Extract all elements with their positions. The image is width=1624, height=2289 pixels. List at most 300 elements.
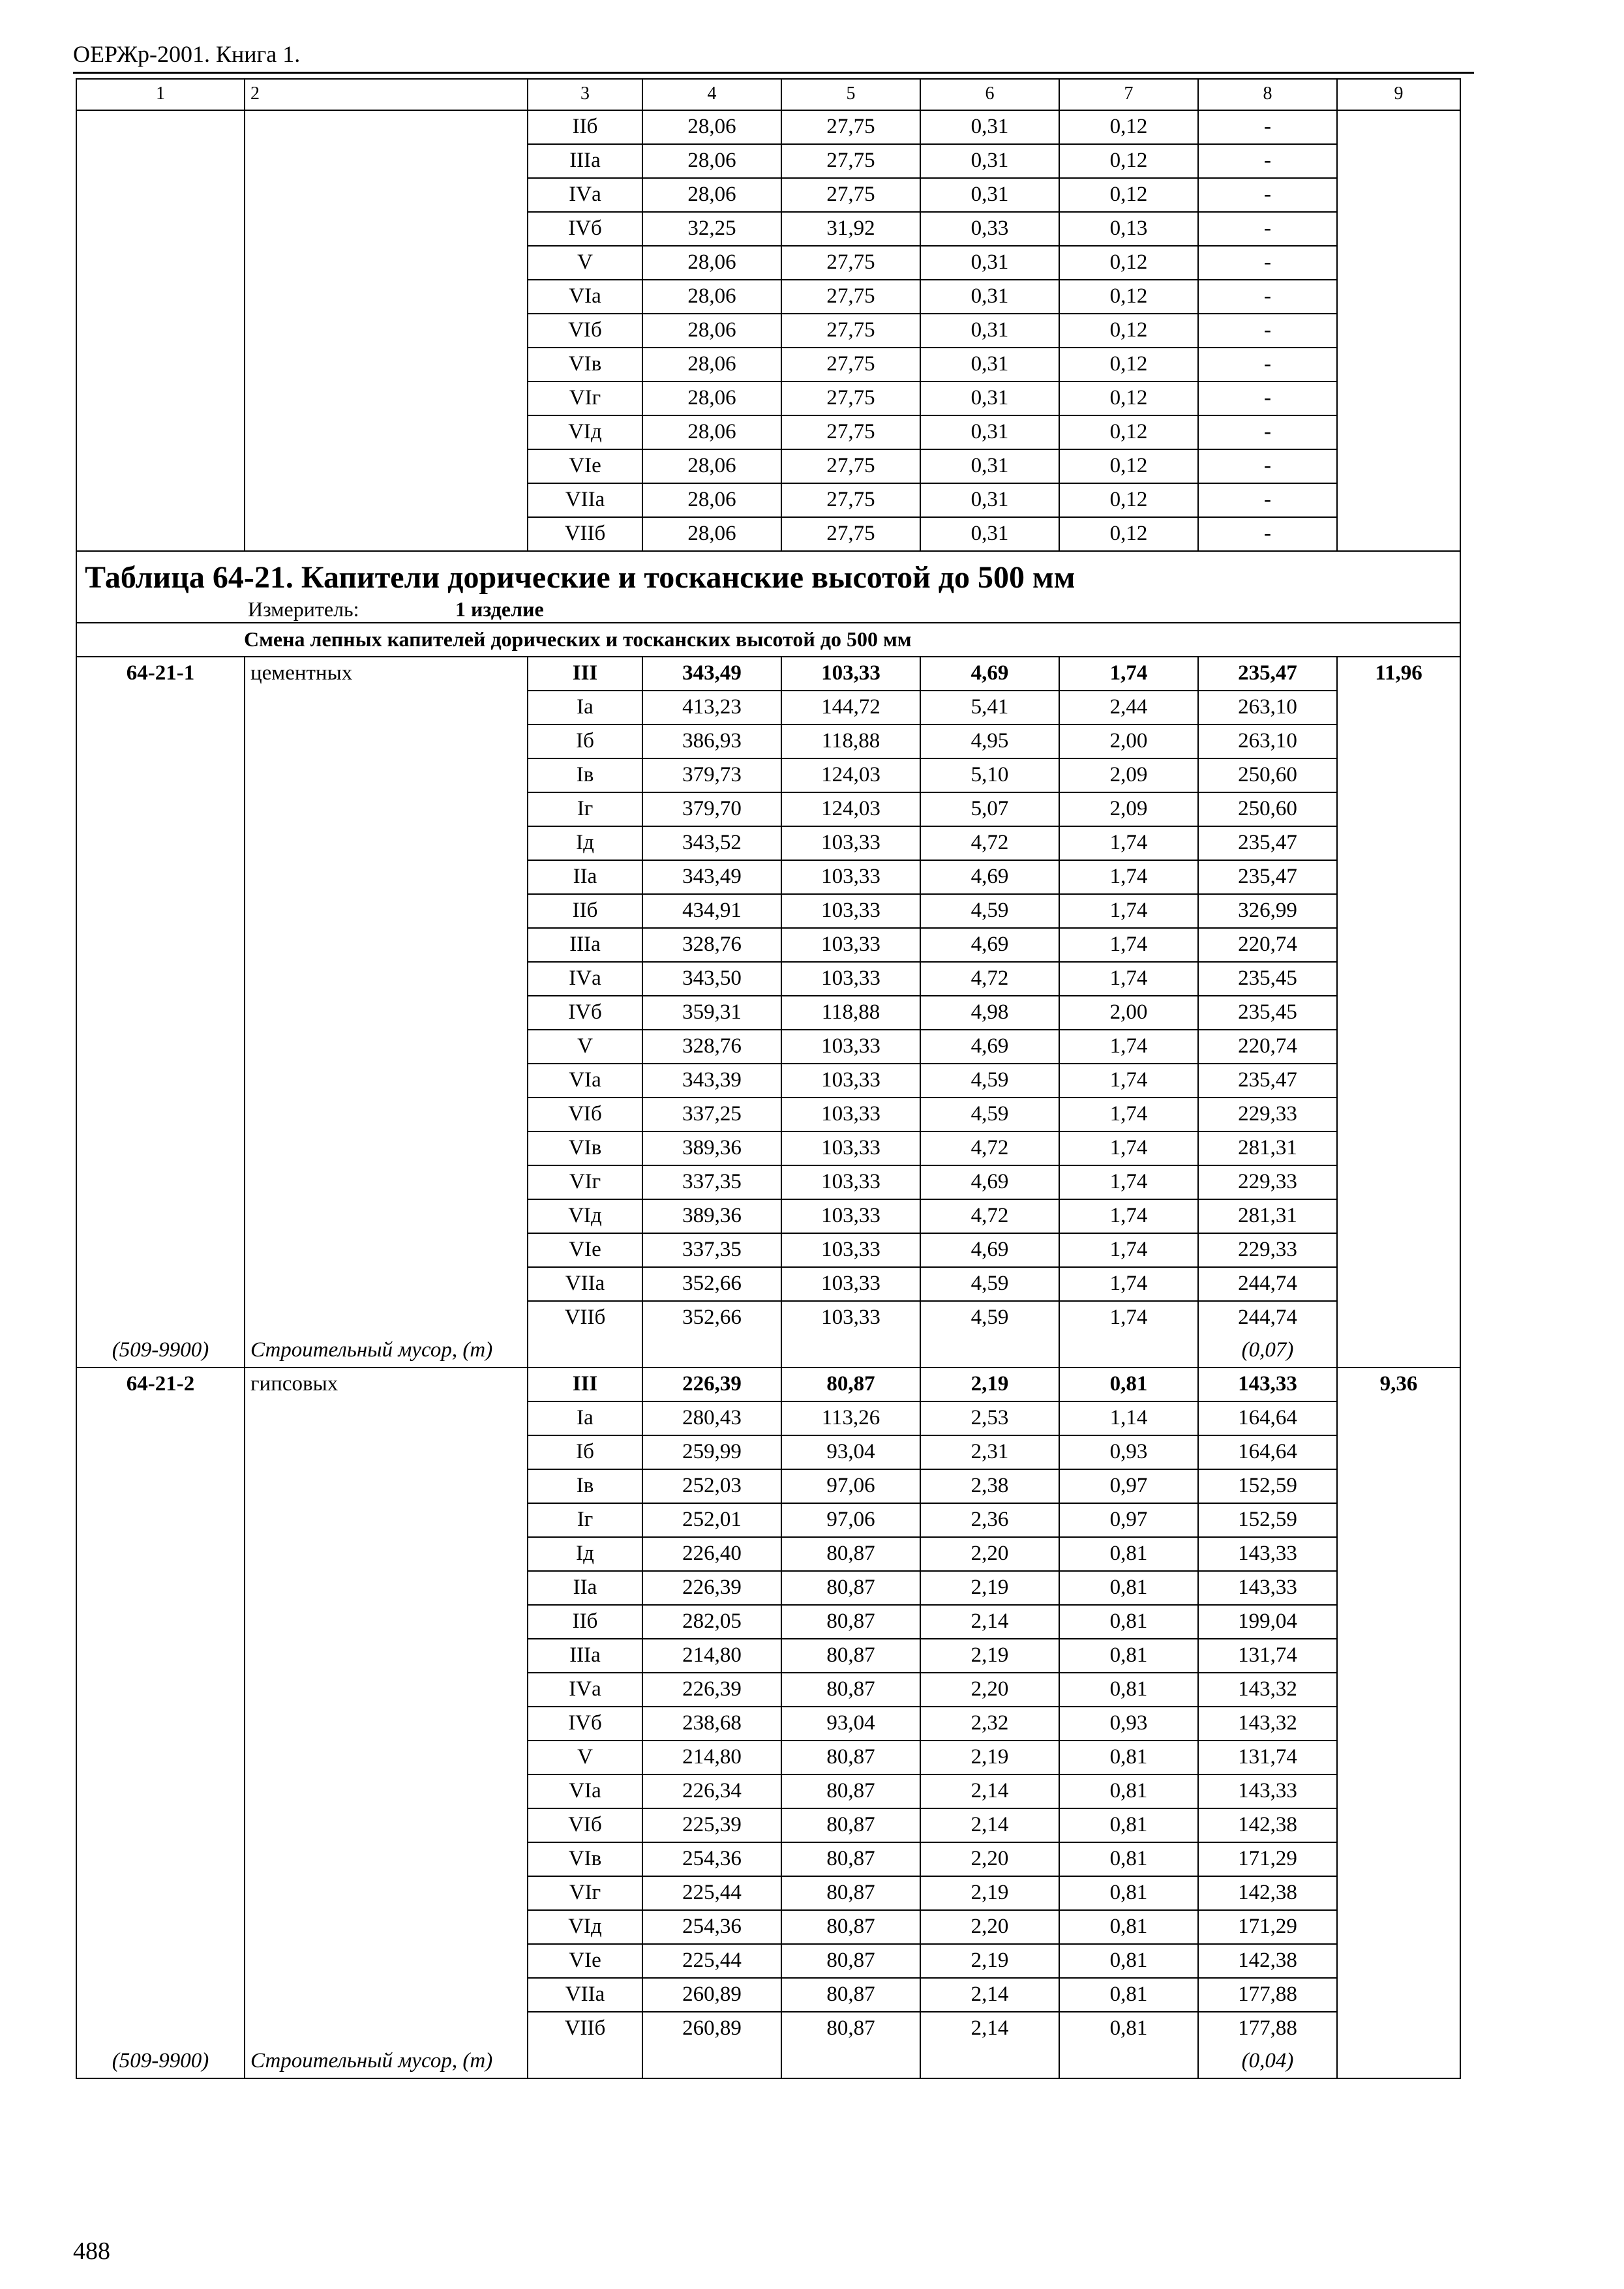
zone-cell: IVа <box>528 178 642 212</box>
code-cell <box>76 1301 245 1334</box>
value-cell: 80,87 <box>781 1842 920 1876</box>
value-cell: 124,03 <box>781 792 920 826</box>
value-cell: 4,69 <box>920 860 1059 894</box>
zone-cell: VIв <box>528 1842 642 1876</box>
table-row <box>76 1978 1460 2012</box>
value-cell: 171,29 <box>1198 1910 1337 1944</box>
value-cell: 4,59 <box>920 1301 1059 1334</box>
value-cell: 1,74 <box>1059 1267 1198 1301</box>
name-cell <box>245 1030 528 1064</box>
zone-cell: IIIа <box>528 1639 642 1673</box>
labor-cell <box>1337 1707 1460 1741</box>
zone-cell: VIг <box>528 1876 642 1910</box>
value-cell: 103,33 <box>781 1165 920 1199</box>
code-cell: 64-21-2 <box>76 1368 245 1401</box>
value-cell: 244,74 <box>1198 1267 1337 1301</box>
code-cell <box>76 415 245 449</box>
empty-cell <box>1059 2045 1198 2078</box>
name-cell <box>245 212 528 246</box>
table-row <box>76 1910 1460 1944</box>
value-cell: 0,81 <box>1059 1741 1198 1774</box>
value-cell: 97,06 <box>781 1469 920 1503</box>
name-cell <box>245 1469 528 1503</box>
continuation-row <box>76 348 1460 382</box>
column-number-row <box>76 79 1460 110</box>
zone-cell: VIIа <box>528 1267 642 1301</box>
name-cell <box>245 178 528 212</box>
value-cell: 1,74 <box>1059 860 1198 894</box>
labor-cell <box>1337 758 1460 792</box>
name-cell: гипсовых <box>245 1368 528 1401</box>
zone-cell: VIе <box>528 449 642 483</box>
value-cell: 2,19 <box>920 1571 1059 1605</box>
zone-cell: Iд <box>528 1537 642 1571</box>
table-row <box>76 1469 1460 1503</box>
name-cell <box>245 1098 528 1131</box>
value-cell: 0,81 <box>1059 1605 1198 1639</box>
code-cell <box>76 996 245 1030</box>
table-row <box>76 725 1460 758</box>
value-cell: 0,12 <box>1059 246 1198 280</box>
value-cell: 80,87 <box>781 1978 920 2012</box>
value-cell: 260,89 <box>642 2012 781 2045</box>
value-cell: 0,31 <box>920 144 1059 178</box>
labor-cell <box>1337 144 1460 178</box>
value-cell: 2,19 <box>920 1944 1059 1978</box>
value-cell: 144,72 <box>781 691 920 725</box>
labor-cell <box>1337 382 1460 415</box>
table-row <box>76 1098 1460 1131</box>
column-number: 2 <box>245 79 528 110</box>
zone-cell: VIб <box>528 1808 642 1842</box>
zone-cell: VIв <box>528 348 642 382</box>
code-cell <box>76 1435 245 1469</box>
value-cell: 4,69 <box>920 657 1059 691</box>
zone-cell: IVа <box>528 1673 642 1707</box>
unit-line <box>80 596 1457 622</box>
value-cell: 32,25 <box>642 212 781 246</box>
value-cell: 0,97 <box>1059 1469 1198 1503</box>
name-cell <box>245 1435 528 1469</box>
value-cell: 0,31 <box>920 483 1059 517</box>
labor-cell <box>1337 1978 1460 2012</box>
zone-cell: VIд <box>528 1910 642 1944</box>
value-cell: 27,75 <box>781 449 920 483</box>
value-cell: 1,74 <box>1059 1030 1198 1064</box>
table-row <box>76 1842 1460 1876</box>
table-row <box>76 2012 1460 2045</box>
labor-cell <box>1337 691 1460 725</box>
labor-cell <box>1337 483 1460 517</box>
labor-cell <box>1337 1605 1460 1639</box>
code-cell <box>76 483 245 517</box>
value-cell: 214,80 <box>642 1639 781 1673</box>
labor-cell <box>1337 1301 1460 1334</box>
labor-cell <box>1337 1910 1460 1944</box>
value-cell: 80,87 <box>781 1537 920 1571</box>
value-cell: 2,14 <box>920 1605 1059 1639</box>
value-cell: 352,66 <box>642 1301 781 1334</box>
value-cell: 226,40 <box>642 1537 781 1571</box>
value-cell: 1,14 <box>1059 1401 1198 1435</box>
trash-code: (509-9900) <box>76 1334 245 1368</box>
value-cell: 4,72 <box>920 1131 1059 1165</box>
value-cell: 103,33 <box>781 1064 920 1098</box>
labor-cell <box>1337 894 1460 928</box>
value-cell: 27,75 <box>781 178 920 212</box>
value-cell: 4,59 <box>920 1064 1059 1098</box>
value-cell: 252,03 <box>642 1469 781 1503</box>
zone-cell: V <box>528 246 642 280</box>
value-cell: 80,87 <box>781 1876 920 1910</box>
name-cell <box>245 1537 528 1571</box>
zone-cell: Iг <box>528 792 642 826</box>
name-cell <box>245 348 528 382</box>
name-cell <box>245 792 528 826</box>
value-cell: 103,33 <box>781 894 920 928</box>
value-cell: 235,45 <box>1198 996 1337 1030</box>
value-cell: 1,74 <box>1059 1131 1198 1165</box>
table-row <box>76 1571 1460 1605</box>
labor-cell <box>1337 792 1460 826</box>
name-cell <box>245 110 528 144</box>
value-cell: 177,88 <box>1198 1978 1337 2012</box>
labor-cell <box>1337 2012 1460 2045</box>
value-cell: 142,38 <box>1198 1808 1337 1842</box>
value-cell: 0,81 <box>1059 1571 1198 1605</box>
value-cell: 0,31 <box>920 415 1059 449</box>
value-cell: - <box>1198 517 1337 551</box>
value-cell: 143,33 <box>1198 1774 1337 1808</box>
column-number: 8 <box>1198 79 1337 110</box>
table-row <box>76 1605 1460 1639</box>
value-cell: 0,31 <box>920 178 1059 212</box>
trash-row <box>76 1334 1460 1368</box>
value-cell: 4,72 <box>920 826 1059 860</box>
value-cell: 103,33 <box>781 928 920 962</box>
zone-cell: V <box>528 1030 642 1064</box>
code-cell <box>76 1741 245 1774</box>
name-cell <box>245 1233 528 1267</box>
value-cell: 5,07 <box>920 792 1059 826</box>
code-cell <box>76 280 245 314</box>
name-cell <box>245 1165 528 1199</box>
value-cell: 2,19 <box>920 1876 1059 1910</box>
labor-cell <box>1337 1944 1460 1978</box>
value-cell: 263,10 <box>1198 725 1337 758</box>
code-cell <box>76 1064 245 1098</box>
value-cell: 260,89 <box>642 1978 781 2012</box>
continuation-row <box>76 280 1460 314</box>
value-cell: 0,81 <box>1059 1774 1198 1808</box>
zone-cell: IVа <box>528 962 642 996</box>
code-cell <box>76 449 245 483</box>
value-cell: 226,39 <box>642 1673 781 1707</box>
name-cell <box>245 1639 528 1673</box>
value-cell: 280,43 <box>642 1401 781 1435</box>
table-row <box>76 1401 1460 1435</box>
trash-code: (509-9900) <box>76 2045 245 2078</box>
value-cell: 225,39 <box>642 1808 781 1842</box>
code-cell <box>76 212 245 246</box>
value-cell: 80,87 <box>781 1944 920 1978</box>
value-cell: 2,38 <box>920 1469 1059 1503</box>
trash-value: (0,04) <box>1198 2045 1337 2078</box>
value-cell: 2,31 <box>920 1435 1059 1469</box>
value-cell: 28,06 <box>642 382 781 415</box>
value-cell: 2,20 <box>920 1537 1059 1571</box>
value-cell: 118,88 <box>781 996 920 1030</box>
value-cell: - <box>1198 348 1337 382</box>
value-cell: 27,75 <box>781 246 920 280</box>
value-cell: 103,33 <box>781 1030 920 1064</box>
column-number: 6 <box>920 79 1059 110</box>
value-cell: 80,87 <box>781 1605 920 1639</box>
zone-cell: VIIб <box>528 1301 642 1334</box>
value-cell: 328,76 <box>642 1030 781 1064</box>
value-cell: 143,33 <box>1198 1537 1337 1571</box>
code-cell <box>76 1469 245 1503</box>
zone-cell: Iв <box>528 1469 642 1503</box>
value-cell: 164,64 <box>1198 1401 1337 1435</box>
table-row <box>76 1030 1460 1064</box>
column-number: 1 <box>76 79 245 110</box>
value-cell: 199,04 <box>1198 1605 1337 1639</box>
trash-row <box>76 2045 1460 2078</box>
value-cell: 5,41 <box>920 691 1059 725</box>
section-cell <box>76 623 1460 657</box>
table-title-cell <box>76 551 1460 623</box>
value-cell: 413,23 <box>642 691 781 725</box>
header-rule <box>73 72 1474 74</box>
value-cell: 2,20 <box>920 1910 1059 1944</box>
value-cell: 343,49 <box>642 860 781 894</box>
value-cell: 2,20 <box>920 1842 1059 1876</box>
value-cell: 80,87 <box>781 1639 920 1673</box>
code-cell <box>76 1842 245 1876</box>
name-cell <box>245 144 528 178</box>
value-cell: 80,87 <box>781 2012 920 2045</box>
value-cell: 1,74 <box>1059 894 1198 928</box>
code-cell <box>76 144 245 178</box>
value-cell: 80,87 <box>781 1741 920 1774</box>
value-cell: 103,33 <box>781 1098 920 1131</box>
code-cell <box>76 691 245 725</box>
code-cell <box>76 1978 245 2012</box>
value-cell: 0,31 <box>920 246 1059 280</box>
value-cell: 80,87 <box>781 1673 920 1707</box>
labor-cell <box>1337 1741 1460 1774</box>
empty-cell <box>528 2045 642 2078</box>
value-cell: 103,33 <box>781 962 920 996</box>
name-cell <box>245 1808 528 1842</box>
code-cell <box>76 1707 245 1741</box>
value-cell: 0,12 <box>1059 483 1198 517</box>
code-cell <box>76 178 245 212</box>
value-cell: - <box>1198 246 1337 280</box>
value-cell: 27,75 <box>781 517 920 551</box>
code-cell <box>76 1774 245 1808</box>
document-header: ОЕРЖр-2001. Книга 1. <box>73 41 301 67</box>
zone-cell: VIа <box>528 1064 642 1098</box>
continuation-row <box>76 246 1460 280</box>
labor-cell <box>1337 348 1460 382</box>
code-cell <box>76 1673 245 1707</box>
name-cell <box>245 758 528 792</box>
zone-cell: VIе <box>528 1944 642 1978</box>
continuation-row <box>76 449 1460 483</box>
zone-cell: Iг <box>528 1503 642 1537</box>
value-cell: 235,47 <box>1198 657 1337 691</box>
price-table <box>76 78 1461 2079</box>
name-cell <box>245 1571 528 1605</box>
value-cell: - <box>1198 280 1337 314</box>
value-cell: 142,38 <box>1198 1876 1337 1910</box>
labor-cell <box>1337 725 1460 758</box>
value-cell: 28,06 <box>642 178 781 212</box>
value-cell: 28,06 <box>642 314 781 348</box>
name-cell <box>245 894 528 928</box>
code-cell <box>76 314 245 348</box>
name-cell <box>245 1401 528 1435</box>
value-cell: 103,33 <box>781 1233 920 1267</box>
name-cell <box>245 996 528 1030</box>
zone-cell: VIв <box>528 1131 642 1165</box>
table-row <box>76 657 1460 691</box>
value-cell: 1,74 <box>1059 1064 1198 1098</box>
value-cell: 0,81 <box>1059 1876 1198 1910</box>
value-cell: 28,06 <box>642 483 781 517</box>
value-cell: 1,74 <box>1059 962 1198 996</box>
value-cell: 0,12 <box>1059 517 1198 551</box>
zone-cell: IIб <box>528 110 642 144</box>
empty-cell <box>781 2045 920 2078</box>
name-cell <box>245 1267 528 1301</box>
value-cell: 2,44 <box>1059 691 1198 725</box>
column-number: 7 <box>1059 79 1198 110</box>
value-cell: 2,00 <box>1059 996 1198 1030</box>
value-cell: 80,87 <box>781 1571 920 1605</box>
zone-cell: IIа <box>528 1571 642 1605</box>
value-cell: 244,74 <box>1198 1301 1337 1334</box>
labor-cell <box>1337 1267 1460 1301</box>
value-cell: 379,73 <box>642 758 781 792</box>
value-cell: 235,47 <box>1198 860 1337 894</box>
labor-cell <box>1337 1199 1460 1233</box>
labor-cell <box>1337 1064 1460 1098</box>
value-cell: 4,69 <box>920 1233 1059 1267</box>
value-cell: 0,31 <box>920 449 1059 483</box>
name-cell <box>245 725 528 758</box>
value-cell: 142,38 <box>1198 1944 1337 1978</box>
labor-cell <box>1337 2045 1460 2078</box>
value-cell: 229,33 <box>1198 1098 1337 1131</box>
code-cell <box>76 894 245 928</box>
value-cell: 389,36 <box>642 1131 781 1165</box>
value-cell: 28,06 <box>642 144 781 178</box>
code-cell <box>76 1876 245 1910</box>
value-cell: 80,87 <box>781 1808 920 1842</box>
name-cell <box>245 1301 528 1334</box>
value-cell: 0,13 <box>1059 212 1198 246</box>
code-cell <box>76 792 245 826</box>
name-cell <box>245 1741 528 1774</box>
value-cell: 80,87 <box>781 1774 920 1808</box>
value-cell: 2,14 <box>920 2012 1059 2045</box>
table-row <box>76 1673 1460 1707</box>
value-cell: 235,45 <box>1198 962 1337 996</box>
value-cell: 263,10 <box>1198 691 1337 725</box>
value-cell: 343,50 <box>642 962 781 996</box>
value-cell: 28,06 <box>642 246 781 280</box>
table-row <box>76 1064 1460 1098</box>
value-cell: 27,75 <box>781 483 920 517</box>
value-cell: 27,75 <box>781 110 920 144</box>
value-cell: 5,10 <box>920 758 1059 792</box>
name-cell <box>245 1707 528 1741</box>
value-cell: 235,47 <box>1198 826 1337 860</box>
continuation-row <box>76 110 1460 144</box>
table-row <box>76 1537 1460 1571</box>
value-cell: 0,31 <box>920 110 1059 144</box>
value-cell: 0,31 <box>920 517 1059 551</box>
zone-cell: IVб <box>528 212 642 246</box>
value-cell: 143,32 <box>1198 1673 1337 1707</box>
value-cell: 80,87 <box>781 1368 920 1401</box>
value-cell: 0,81 <box>1059 1944 1198 1978</box>
value-cell: 28,06 <box>642 449 781 483</box>
code-cell <box>76 517 245 551</box>
labor-cell <box>1337 178 1460 212</box>
value-cell: 2,53 <box>920 1401 1059 1435</box>
value-cell: 229,33 <box>1198 1165 1337 1199</box>
value-cell: 0,81 <box>1059 1537 1198 1571</box>
name-cell <box>245 691 528 725</box>
value-cell: 226,34 <box>642 1774 781 1808</box>
name-cell <box>245 1774 528 1808</box>
value-cell: - <box>1198 110 1337 144</box>
value-cell: 103,33 <box>781 826 920 860</box>
value-cell: 2,32 <box>920 1707 1059 1741</box>
table-row <box>76 1741 1460 1774</box>
code-cell <box>76 826 245 860</box>
labor-cell <box>1337 1435 1460 1469</box>
code-cell <box>76 1503 245 1537</box>
labor-cell <box>1337 1639 1460 1673</box>
value-cell: - <box>1198 449 1337 483</box>
trash-value: (0,07) <box>1198 1334 1337 1368</box>
value-cell: 2,14 <box>920 1774 1059 1808</box>
code-cell <box>76 1571 245 1605</box>
value-cell: 1,74 <box>1059 928 1198 962</box>
value-cell: 28,06 <box>642 348 781 382</box>
zone-cell: III <box>528 1368 642 1401</box>
value-cell: 4,59 <box>920 1098 1059 1131</box>
labor-cell <box>1337 415 1460 449</box>
value-cell: 4,69 <box>920 1030 1059 1064</box>
labor-cell <box>1337 1673 1460 1707</box>
value-cell: 131,74 <box>1198 1639 1337 1673</box>
value-cell: 0,93 <box>1059 1435 1198 1469</box>
zone-cell: VIд <box>528 1199 642 1233</box>
labor-cell <box>1337 1537 1460 1571</box>
column-number: 9 <box>1337 79 1460 110</box>
code-cell: 64-21-1 <box>76 657 245 691</box>
code-cell <box>76 382 245 415</box>
value-cell: 343,49 <box>642 657 781 691</box>
value-cell: 235,47 <box>1198 1064 1337 1098</box>
code-cell <box>76 1098 245 1131</box>
